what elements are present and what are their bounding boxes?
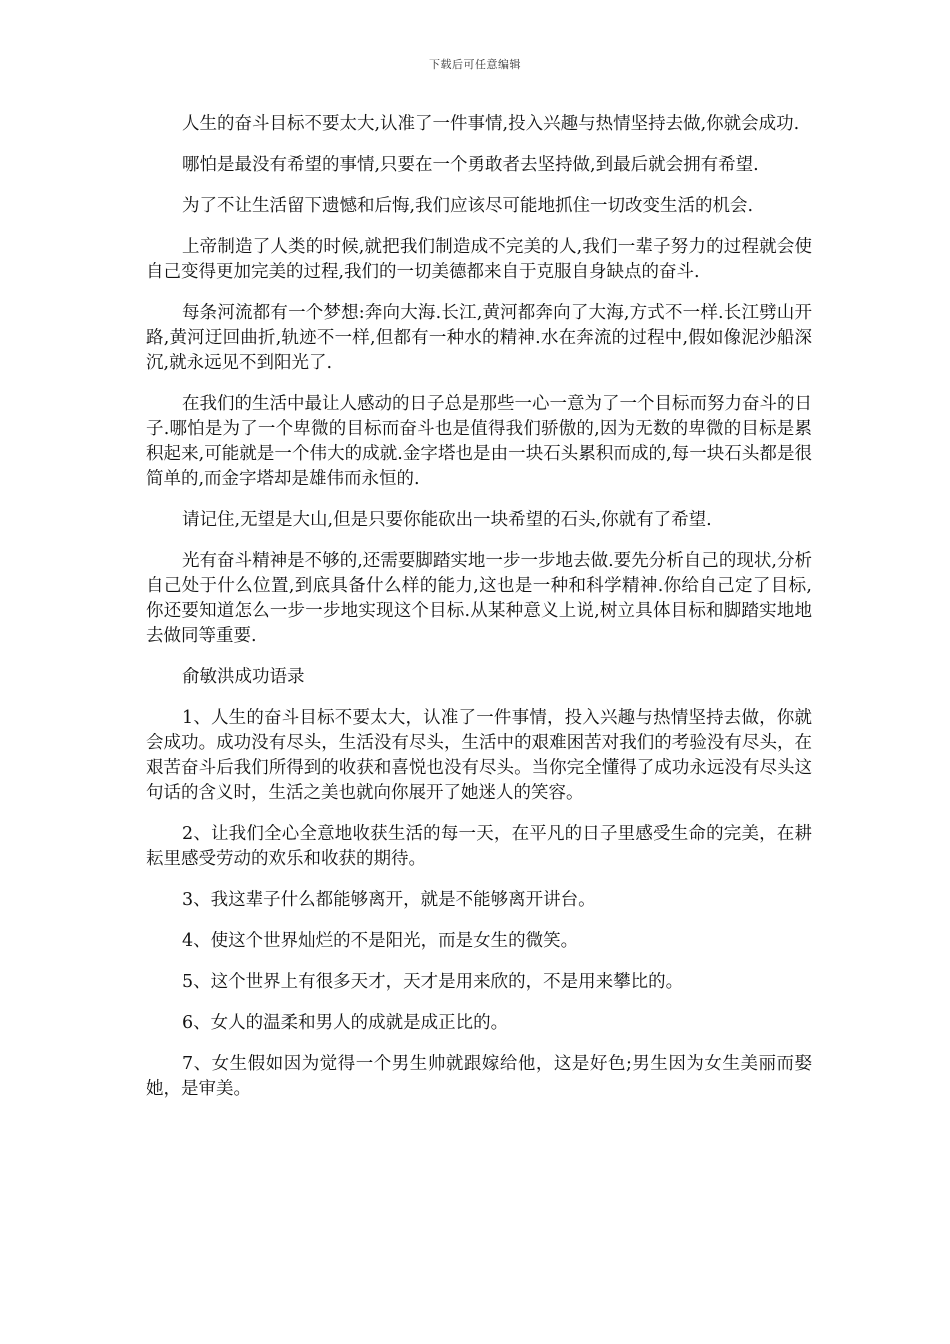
paragraph-1: 人生的奋斗目标不要太大,认准了一件事情,投入兴趣与热情坚持去做,你就会成功. [182, 114, 800, 134]
quote-item-3: 3、我这辈子什么都能够离开，就是不能够离开讲台。 [182, 890, 596, 910]
paragraph-2: 哪怕是最没有希望的事情,只要在一个勇敢者去坚持做,到最后就会拥有希望. [182, 155, 759, 175]
paragraph-6: 在我们的生活中最让人感动的日子总是那些一心一意为了一个目标而努力奋斗的日子.哪怕是为了一个卑微的目标而奋斗也是值得我们骄傲的,因为无数的卑微的目标是累积起来,可能就是一个伟大的成就.金字塔也是由一块石头累积而成的,每一块石头都是很简单的,而金字塔却是雄伟而永恒的. [146, 394, 812, 489]
document-body [146, 112, 812, 1118]
quote-item-7: 7、女生假如因为觉得一个男生帅就跟嫁给他，这是好色;男生因为女生美丽而娶她，是审美。 [146, 1054, 812, 1099]
paragraph-3: 为了不让生活留下遗憾和后悔,我们应该尽可能地抓住一切改变生活的机会. [182, 196, 754, 216]
quote-item-6: 6、女人的温柔和男人的成就是成正比的。 [182, 1013, 509, 1033]
quote-item-5: 5、这个世界上有很多天才，天才是用来欣的，不是用来攀比的。 [182, 972, 684, 992]
paragraph-4: 上帝制造了人类的时候,就把我们制造成不完美的人,我们一辈子努力的过程就会使自己变得更加完美的过程,我们的一切美德都来自于克服自身缺点的奋斗. [146, 237, 812, 282]
paragraph-8: 光有奋斗精神是不够的,还需要脚踏实地一步一步地去做.要先分析自己的现状,分析自己处于什么位置,到底具备什么样的能力,这也是一种和科学精神.你给自己定了目标,你还要知道怎么一步一步地实现这个目标.从某种意义上说,树立具体目标和脚踏实地地去做同等重要. [146, 551, 812, 646]
page-header: 下载后可任意编辑 [429, 58, 521, 71]
paragraph-5: 每条河流都有一个梦想:奔向大海.长江,黄河都奔向了大海,方式不一样.长江劈山开路,黄河迂回曲折,轨迹不一样,但都有一种水的精神.水在奔流的过程中,假如像泥沙船深沉,就永远见不到阳光了. [146, 303, 812, 373]
quote-item-2: 2、让我们全心全意地收获生活的每一天，在平凡的日子里感受生命的完美，在耕耘里感受劳动的欢乐和收获的期待。 [146, 824, 812, 869]
paragraph-7: 请记住,无望是大山,但是只要你能砍出一块希望的石头,你就有了希望. [182, 510, 712, 530]
quote-item-1: 1、人生的奋斗目标不要太大，认准了一件事情，投入兴趣与热情坚持去做，你就会成功。成功没有尽头，生活没有尽头，生活中的艰难困苦对我们的考验没有尽头，在艰苦奋斗后我们所得到的收获和喜悦也没有尽头。当你完全懂得了成功永远没有尽头这句话的含义时，生活之美也就向你展开了她迷人的笑容。 [146, 708, 812, 803]
section-heading: 俞敏洪成功语录 [182, 667, 305, 687]
quote-item-4: 4、使这个世界灿烂的不是阳光，而是女生的微笑。 [182, 931, 579, 951]
